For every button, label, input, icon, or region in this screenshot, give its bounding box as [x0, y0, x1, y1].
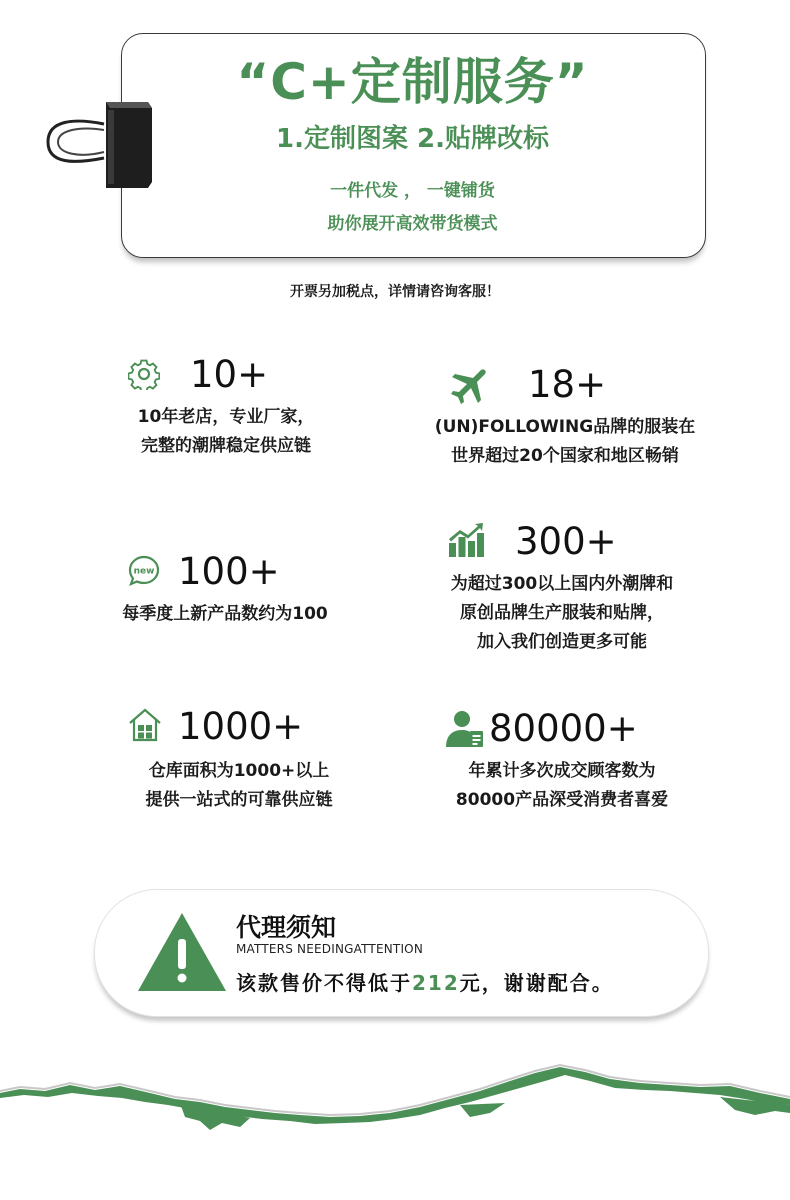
agent-price-rule — [236, 967, 614, 996]
stat-brands-value: 300+ — [515, 520, 617, 563]
stat-brands-desc-3: 加入我们创造更多可能 — [477, 632, 647, 652]
hero-subtitle: 1.定制图案 2.贴牌改标 — [276, 124, 549, 154]
agent-rule-prefix: 该款售价不得低于 — [236, 971, 412, 995]
stat-warehouse-desc-1: 仓库面积为1000+以上 — [148, 761, 330, 781]
stat-years-desc-1: 10年老店，专业厂家， — [137, 407, 315, 427]
warning-icon — [136, 911, 228, 993]
stat-customers-desc-2: 80000产品深受消费者喜爱 — [455, 790, 669, 810]
stat-brands-desc-2: 原创品牌生产服装和贴牌， — [460, 603, 664, 623]
stat-years-value: 10+ — [190, 353, 269, 396]
gear-icon — [128, 358, 160, 390]
stat-customers-value: 80000+ — [489, 707, 638, 750]
stat-customers-desc-1: 年累计多次成交顾客数为 — [468, 761, 656, 781]
stat-brands-desc-1: 为超过300以上国内外潮牌和 — [450, 574, 674, 594]
airplane-icon — [448, 367, 488, 407]
stat-years-desc-2: 完整的潮牌稳定供应链 — [141, 436, 311, 456]
hero-line-2: 助你展开高效带货模式 — [327, 214, 498, 234]
warehouse-icon — [128, 708, 162, 742]
svg-text:new: new — [133, 566, 155, 577]
stat-warehouse-desc-2: 提供一站式的可靠供应链 — [145, 790, 333, 810]
agent-min-price: 212 — [412, 971, 460, 995]
stat-new-products-value: 100+ — [178, 550, 280, 593]
new-badge-icon — [128, 555, 160, 587]
stat-countries-value: 18+ — [528, 363, 607, 406]
mountain-divider — [0, 1055, 790, 1140]
agent-notice-title: 代理须知 — [236, 913, 337, 942]
hero-line-1: 一件代发 ， 一键铺货 — [330, 181, 495, 201]
stat-new-products-desc-1: 每季度上新产品数约为100 — [122, 604, 328, 624]
stat-countries-desc-2: 世界超过20个国家和地区畅销 — [451, 446, 679, 466]
customer-icon — [446, 710, 484, 748]
invoice-notice: 开票另加税点，详情请咨询客服！ — [290, 284, 500, 300]
growth-chart-icon — [448, 523, 484, 557]
agent-rule-suffix: 元，谢谢配合。 — [459, 971, 614, 995]
stat-warehouse-value: 1000+ — [178, 705, 304, 748]
agent-notice-subtitle: MATTERS NEEDINGATTENTION — [236, 942, 424, 956]
hero-title: “C+定制服务” — [236, 53, 589, 111]
stat-countries-desc-1: (UN)FOLLOWING品牌的服装在 — [434, 417, 696, 437]
